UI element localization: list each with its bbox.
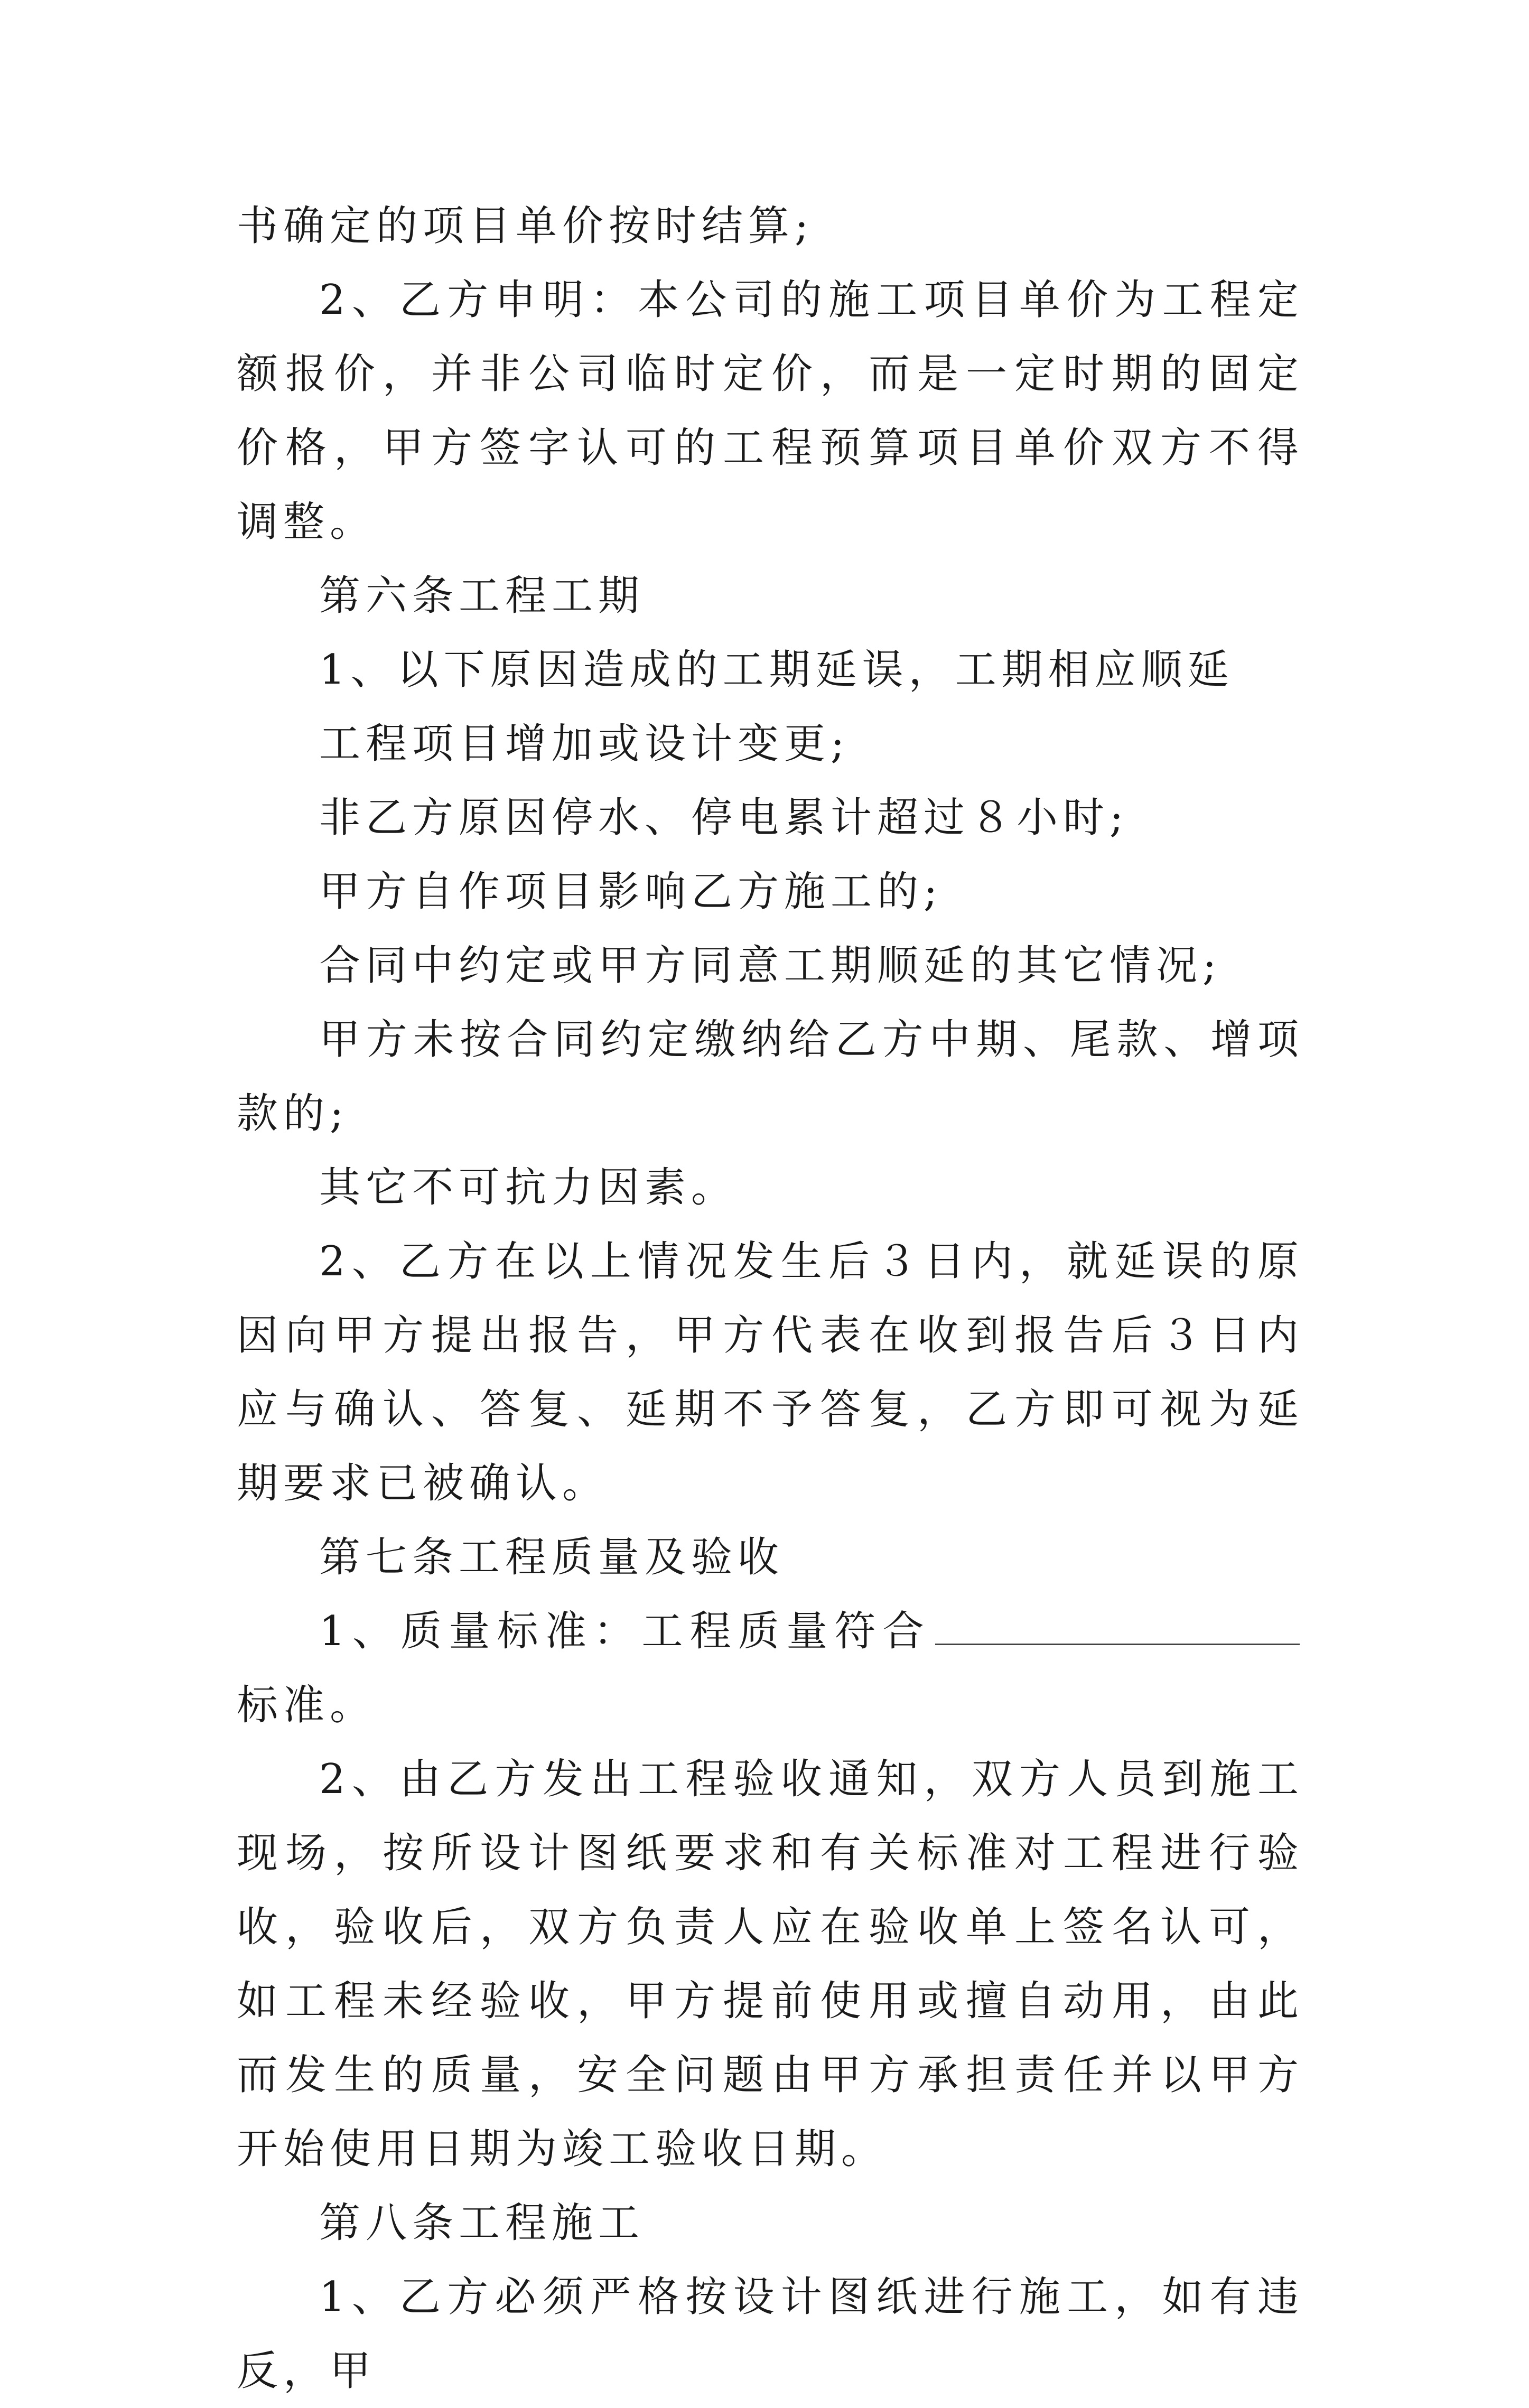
paragraph-acceptance: 2、由乙方发出工程验收通知，双方人员到施工现场，按所设计图纸要求和有关标准对工程进行验收，验收后，双方负责人应在验收单上签名认可，如工程未经验收，甲方提前使用或擅自动用，由此而发生的质量，安全问题由甲方承担责任并以甲方开始使用日期为竣工验收日期。 bbox=[237, 1756, 1304, 2173]
quality-standard-prefix: 1、质量标准：工程质量符合 bbox=[319, 1608, 931, 1655]
paragraph-clause-2-pricing: 2、乙方申明：本公司的施工项目单价为工程定额报价，并非公司临时定价，而是一定时期的固定价格，甲方签字认可的工程预算项目单价双方不得调整。 bbox=[237, 276, 1304, 546]
heading-article-8: 第八条工程施工 bbox=[319, 2199, 645, 2247]
paragraph-delay-causes: 1、以下原因造成的工期延误，工期相应顺延 bbox=[319, 646, 1234, 694]
paragraph-delay-report: 2、乙方在以上情况发生后３日内，就延误的原因向甲方提出报告，甲方代表在收到报告后３日内应与确认、答复、延期不予答复，乙方即可视为延期要求已被确认。 bbox=[237, 1238, 1304, 1507]
paragraph-construction: 1、乙方必须严格按设计图纸进行施工，如有违反，甲 bbox=[237, 2273, 1304, 2395]
list-item-power-outage: 非乙方原因停水、停电累计超过８小时; bbox=[319, 794, 1129, 842]
list-item-agreed-extension: 合同中约定或甲方同意工期顺延的其它情况; bbox=[319, 942, 1222, 990]
quality-standard-suffix: 标准。 bbox=[237, 1682, 377, 1729]
fill-in-blank bbox=[935, 1611, 1300, 1645]
heading-article-6: 第六条工程工期 bbox=[319, 572, 645, 620]
heading-article-7: 第七条工程质量及验收 bbox=[319, 1534, 785, 1581]
paragraph-quality-standard bbox=[237, 1594, 1304, 1742]
list-item-design-change: 工程项目增加或设计变更; bbox=[319, 720, 850, 768]
paragraph-continuation: 书确定的项目单价按时结算; bbox=[237, 202, 814, 250]
list-item-force-majeure: 其它不可抗力因素。 bbox=[319, 1164, 738, 1211]
list-item-unpaid: 甲方未按合同约定缴纳给乙方中期、尾款、增项款的; bbox=[237, 1016, 1304, 1137]
document-body bbox=[237, 189, 1304, 2408]
list-item-owner-works: 甲方自作项目影响乙方施工的; bbox=[319, 868, 943, 916]
